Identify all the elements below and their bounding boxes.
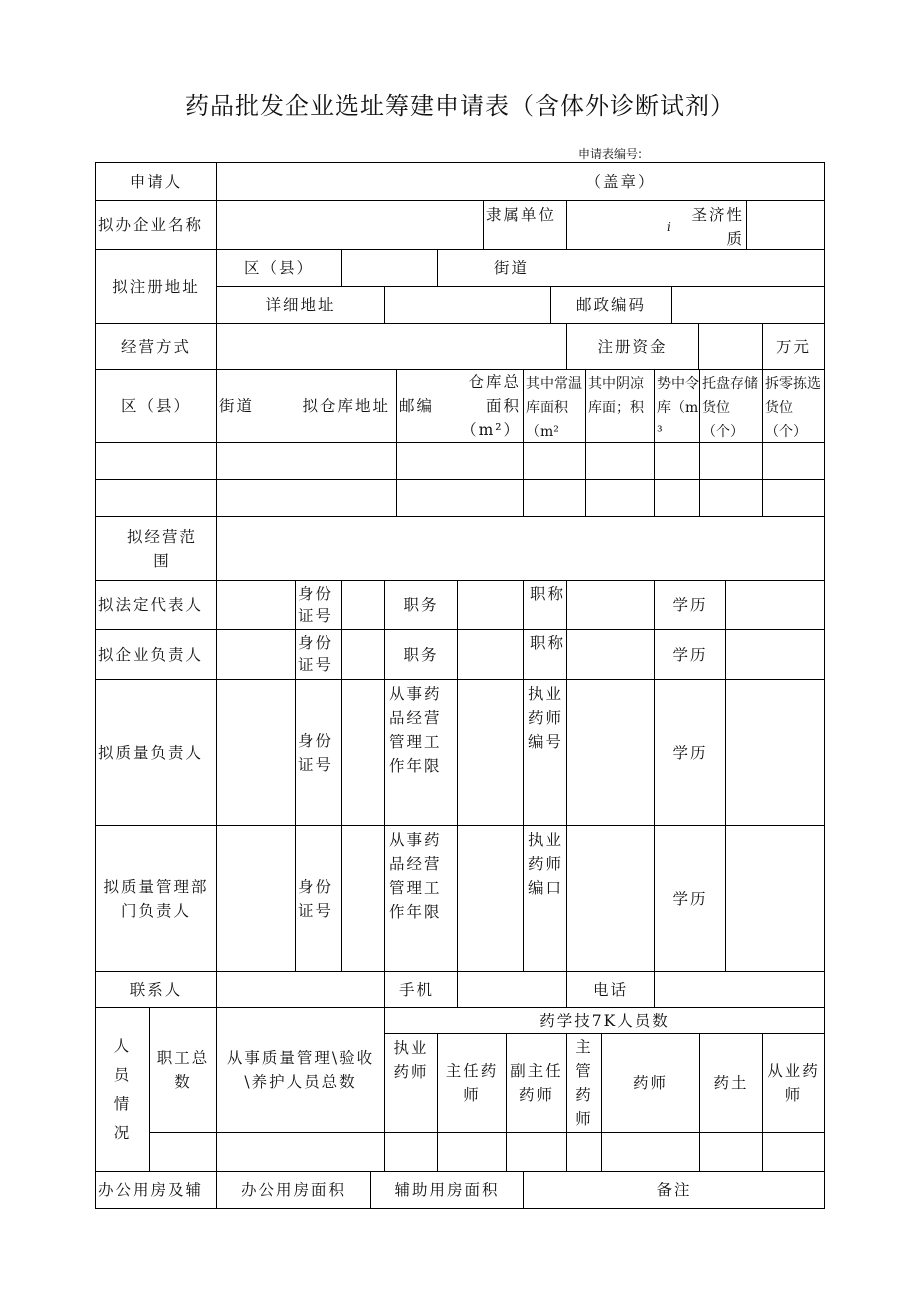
phone-label: 电话 (566, 971, 655, 1008)
contact-field[interactable] (216, 971, 385, 1008)
affiliation-field[interactable] (566, 200, 747, 250)
legal-rep-position-field[interactable] (457, 580, 524, 630)
picking-slots-header: 拆零拣选货位（个） (762, 369, 825, 443)
manager-name-field[interactable] (216, 629, 296, 680)
warehouse-row-1-cool[interactable] (585, 442, 655, 480)
warehouse-row-1-total[interactable] (396, 442, 524, 480)
manager-position-label: 职务 (384, 629, 458, 680)
manager-id-label: 身份证号 (295, 629, 342, 680)
staff-pharmacist-field[interactable] (601, 1132, 700, 1172)
quality-head-education-field[interactable] (725, 679, 825, 826)
quality-head-license-field[interactable] (566, 679, 655, 826)
quality-head-years-field[interactable] (457, 679, 524, 826)
staff-label: 人员情况 (95, 1007, 150, 1172)
quality-head-id-label: 身份证号 (295, 679, 342, 826)
manager-title-label: 职称 (523, 629, 567, 680)
staff-practicing-pharmacist-field[interactable] (762, 1132, 825, 1172)
quality-dept-head-name-field[interactable] (216, 825, 296, 972)
manager-title-field[interactable] (566, 629, 655, 680)
manager-label: 拟企业负责人 (95, 629, 217, 680)
warehouse-row-1-address[interactable] (216, 442, 397, 480)
warehouse-address-header: 拟仓库地址 (302, 397, 390, 415)
quality-dept-head-license-label: 执业药师编口 (523, 825, 567, 972)
staff-deputy-chief-pharmacist-field[interactable] (506, 1132, 567, 1172)
mobile-field[interactable] (457, 971, 567, 1008)
quality-dept-head-license-field[interactable] (566, 825, 655, 972)
warehouse-street-header: 街道 (219, 397, 255, 415)
legal-rep-id-label: 身份证号 (295, 580, 342, 630)
legal-rep-title-field[interactable] (566, 580, 655, 630)
quality-dept-head-label: 拟质量管理部门负责人 (95, 825, 217, 972)
quality-head-id-field[interactable] (341, 679, 385, 826)
warehouse-total-area-header: 仓库总面积（m²） (461, 373, 521, 439)
quality-dept-head-education-field[interactable] (725, 825, 825, 972)
warehouse-row-2-address[interactable] (216, 479, 397, 517)
warehouse-row-2-district[interactable] (95, 479, 217, 517)
staff-col-licensed-pharmacist: 执业药师 (384, 1033, 438, 1133)
office-area-label: 办公用房面积 (216, 1171, 371, 1209)
business-mode-label: 经营方式 (95, 323, 217, 370)
warehouse-row-2-cold[interactable] (654, 479, 700, 517)
detail-address-label: 详细地址 (216, 286, 385, 324)
legal-rep-education-field[interactable] (725, 580, 825, 630)
staff-qc-label: 从事质量管理\验收\养护人员总数 (216, 1007, 385, 1133)
warehouse-row-1-pallet[interactable] (699, 442, 763, 480)
contact-label: 联系人 (95, 971, 217, 1008)
applicant-field[interactable] (216, 162, 825, 201)
staff-qc-field[interactable] (216, 1132, 385, 1172)
tech-staff-header: 药学技7K人员数 (384, 1007, 825, 1034)
manager-id-field[interactable] (341, 629, 385, 680)
street-label: 街道 (494, 259, 530, 277)
legal-rep-id-field[interactable] (341, 580, 385, 630)
phone-field[interactable] (654, 971, 825, 1008)
manager-education-label: 学历 (654, 629, 726, 680)
staff-chief-pharmacist-field[interactable] (437, 1132, 507, 1172)
legal-rep-education-label: 学历 (654, 580, 726, 630)
staff-col-practicing-pharmacist: 从业药师 (762, 1033, 825, 1133)
office-label: 办公用房及辅 (95, 1171, 217, 1209)
warehouse-row-1-picking[interactable] (762, 442, 825, 480)
quality-head-license-label: 执业药师编号 (523, 679, 567, 826)
warehouse-row-2-cool[interactable] (585, 479, 655, 517)
warehouse-district-header: 区（县） (95, 369, 217, 443)
warehouse-row-1-district[interactable] (95, 442, 217, 480)
aux-area-label: 辅助用房面积 (370, 1171, 524, 1209)
legal-rep-label: 拟法定代表人 (95, 580, 217, 630)
staff-total-field[interactable] (149, 1132, 217, 1172)
staff-col-deputy-chief-pharmacist: 副主任药师 (506, 1033, 567, 1133)
staff-col-supervisor-pharmacist: 主管药师 (566, 1033, 602, 1133)
applicant-label: 申请人 (95, 162, 217, 201)
capital-field[interactable] (698, 323, 763, 370)
normal-temp-area-header: 其中常温库面积（m² (523, 369, 586, 443)
quality-head-education-label: 学历 (654, 679, 726, 826)
quality-dept-head-years-field[interactable] (457, 825, 524, 972)
staff-assistant-pharmacist-field[interactable] (699, 1132, 763, 1172)
postcode-label: 邮政编码 (550, 286, 672, 324)
warehouse-row-1-cold[interactable] (654, 442, 700, 480)
manager-position-field[interactable] (457, 629, 524, 680)
quality-head-years-label: 从事药品经营管理工作年限 (384, 679, 458, 826)
staff-licensed-pharmacist-field[interactable] (384, 1132, 438, 1172)
street-field[interactable] (437, 249, 825, 287)
quality-dept-head-years-label: 从事药品经营管理工作年限 (384, 825, 458, 972)
warehouse-postcode-total-header (396, 369, 524, 443)
capital-unit: 万元 (762, 323, 825, 370)
legal-rep-position-label: 职务 (384, 580, 458, 630)
business-scope-label: 拟经营范围 (95, 516, 217, 581)
register-address-label: 拟注册地址 (95, 249, 217, 324)
form-title: 药品批发企业选址筹建申请表（含体外诊断试剂） (185, 92, 735, 120)
manager-education-field[interactable] (725, 629, 825, 680)
cold-area-header: 势中令库（m³ (654, 369, 700, 443)
affiliation-label: 隶属单位 (483, 200, 567, 250)
company-name-label: 拟办企业名称 (95, 200, 217, 250)
mobile-label: 手机 (384, 971, 458, 1008)
staff-col-pharmacist: 药师 (601, 1033, 700, 1133)
note-label: 备注 (523, 1171, 825, 1209)
legal-rep-title-label: 职称 (523, 580, 567, 630)
business-scope-field[interactable] (216, 516, 825, 581)
quality-dept-head-education-label: 学历 (654, 825, 726, 972)
district-field[interactable] (341, 249, 438, 287)
warehouse-row-2-picking[interactable] (762, 479, 825, 517)
warehouse-row-2-total[interactable] (396, 479, 524, 517)
warehouse-row-1-normal[interactable] (523, 442, 586, 480)
quality-head-label: 拟质量负责人 (95, 679, 217, 826)
staff-supervisor-pharmacist-field[interactable] (566, 1132, 602, 1172)
quality-head-name-field[interactable] (216, 679, 296, 826)
nature-field[interactable] (746, 200, 825, 250)
staff-total-label: 职工总数 (149, 1007, 217, 1133)
stray-mark: i (667, 220, 673, 234)
cool-area-header: 其中阴凉库面；积 (585, 369, 655, 443)
warehouse-row-2-normal[interactable] (523, 479, 586, 517)
staff-col-assistant-pharmacist: 药土 (699, 1033, 763, 1133)
capital-label: 注册资金 (566, 323, 699, 370)
business-mode-field[interactable] (216, 323, 567, 370)
staff-col-chief-pharmacist: 主任药师 (437, 1033, 507, 1133)
detail-address-field[interactable] (384, 286, 551, 324)
pallet-slots-header: 托盘存储货位（个） (699, 369, 763, 443)
warehouse-postcode-header: 邮编 (399, 397, 435, 415)
postcode-field[interactable] (671, 286, 825, 324)
company-name-field[interactable] (216, 200, 484, 250)
nature-label: 圣济性质 (691, 206, 744, 248)
seal-note: （盖章） (585, 172, 656, 191)
quality-dept-head-id-label: 身份证号 (295, 825, 342, 972)
warehouse-street-address-header (216, 369, 397, 443)
legal-rep-name-field[interactable] (216, 580, 296, 630)
quality-dept-head-id-field[interactable] (341, 825, 385, 972)
warehouse-row-2-pallet[interactable] (699, 479, 763, 517)
district-label: 区（县） (216, 249, 342, 287)
form-number-label: 申请表编号: (578, 147, 643, 161)
